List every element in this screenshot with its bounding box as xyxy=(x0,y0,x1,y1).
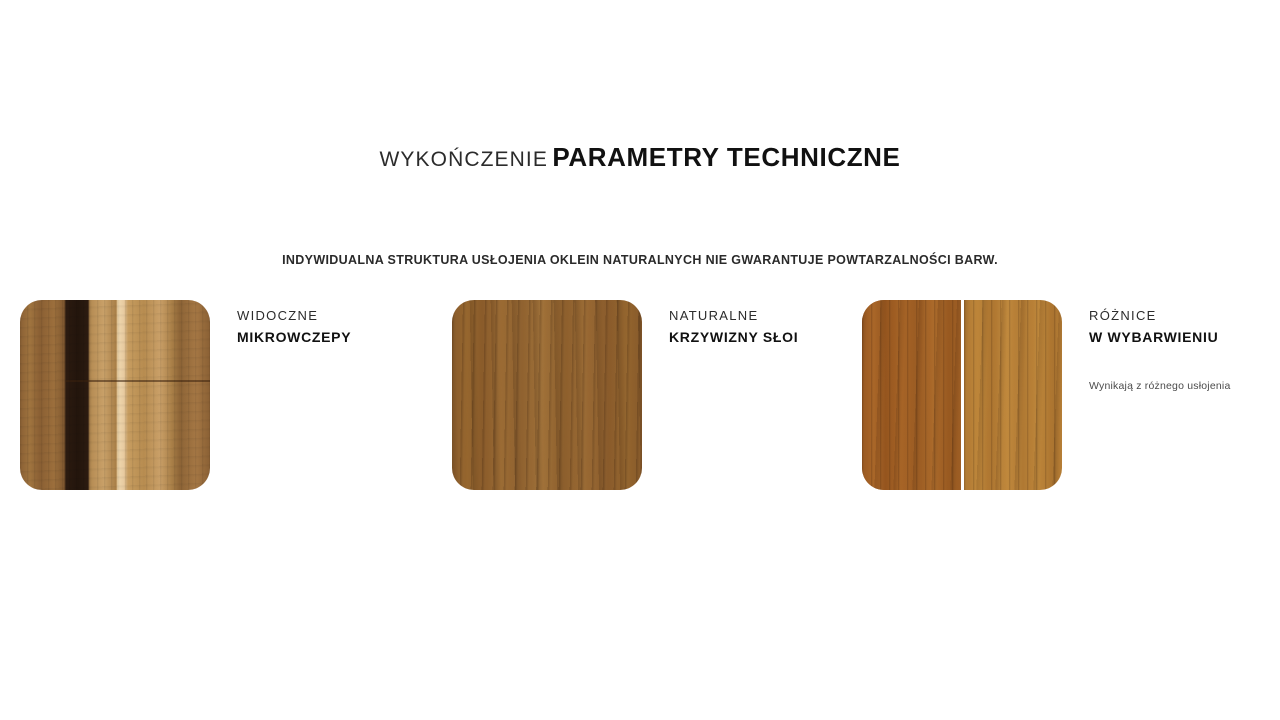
page-title xyxy=(0,142,1280,173)
veneer-half-dark xyxy=(862,300,961,490)
wood-veneer-sample-micro-joints xyxy=(20,300,210,490)
micro-joint-seam xyxy=(66,380,210,382)
wood-veneer-sample-colour-differences xyxy=(862,300,1062,490)
list-item-text xyxy=(1062,300,1231,392)
list-item-text xyxy=(642,300,798,345)
page-title-bold: PARAMETRY TECHNICZNE xyxy=(552,142,901,172)
wood-veneer-sample-grain-curvature xyxy=(452,300,642,490)
veneer-half-light xyxy=(964,300,1063,490)
list-item xyxy=(20,300,351,490)
veneer-samples-list xyxy=(0,300,1280,500)
list-item xyxy=(452,300,798,490)
list-item-label-light: RÓŻNICE xyxy=(1089,308,1157,323)
list-item xyxy=(862,300,1231,490)
list-item-text xyxy=(210,300,351,345)
list-item-label-bold: KRZYWIZNY SŁOI xyxy=(669,329,799,345)
list-item-note: Wynikają z różnego usłojenia xyxy=(1089,380,1231,392)
list-item-label-bold: W WYBARWIENIU xyxy=(1089,329,1219,345)
page-subtitle: INDYWIDUALNA STRUKTURA USŁOJENIA OKLEIN NATURALNYCH NIE GWARANTUJE POWTARZALNOŚCI BARW. xyxy=(282,253,998,267)
list-item-label-light: WIDOCZNE xyxy=(237,308,319,323)
list-item-label-bold: MIKROWCZEPY xyxy=(237,329,352,345)
page-title-light: WYKOŃCZENIE xyxy=(379,148,548,171)
list-item-label-light: NATURALNE xyxy=(669,308,759,323)
